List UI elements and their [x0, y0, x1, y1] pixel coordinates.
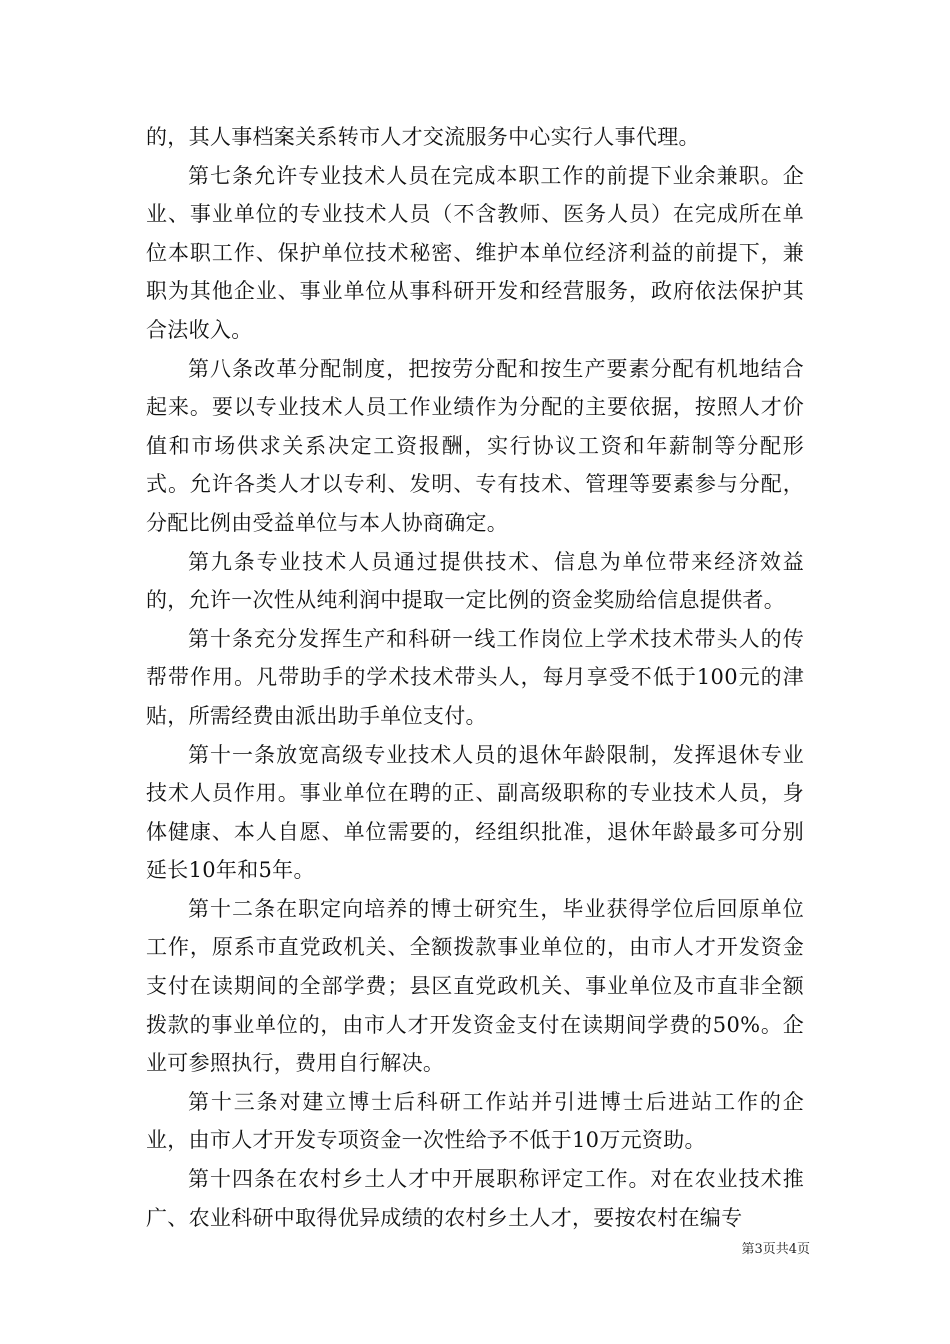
document-body [146, 118, 804, 1237]
paragraph-article-8: 第八条改革分配制度，把按劳分配和按生产要素分配有机地结合起来。要以专业技术人员工作业绩作为分配的主要依据，按照人才价值和市场供求关系决定工资报酬，实行协议工资和年薪制等分配形式。允许各类人才以专利、发明、专有技术、管理等要素参与分配，分配比例由受益单位与本人协商确定。 [146, 356, 804, 535]
paragraph-article-12: 第十二条在职定向培养的博士研究生，毕业获得学位后回原单位工作，原系市直党政机关、全额拨款事业单位的，由市人才开发资金支付在读期间的全部学费；县区直党政机关、事业单位及市直非全额拨款的事业单位的，由市人才开发资金支付在读期间学费的50%。企业可参照执行，费用自行解决。 [146, 896, 804, 1076]
page-number-label: 第3页共4页 [741, 1242, 810, 1257]
paragraph-article-11: 第十一条放宽高级专业技术人员的退休年龄限制，发挥退休专业技术人员作用。事业单位在聘的正、副高级职称的专业技术人员，身体健康、本人自愿、单位需要的，经组织批准，退休年龄最多可分别延长10年和5年。 [146, 742, 804, 883]
page-footer [700, 1238, 810, 1257]
paragraph-article-7: 第七条允许专业技术人员在完成本职工作的前提下业余兼职。企业、事业单位的专业技术人员（不含教师、医务人员）在完成所在单位本职工作、保护单位技术秘密、维护本单位经济利益的前提下，兼职为其他企业、事业单位从事科研开发和经营服务，政府依法保护其合法收入。 [146, 163, 804, 342]
paragraph-article-14: 第十四条在农村乡土人才中开展职称评定工作。对在农业技术推广、农业科研中取得优异成绩的农村乡土人才，要按农村在编专 [146, 1167, 804, 1230]
paragraph-continuation: 的，其人事档案关系转市人才交流服务中心实行人事代理。 [146, 125, 700, 149]
paragraph-article-9: 第九条专业技术人员通过提供技术、信息为单位带来经济效益的，允许一次性从纯利润中提取一定比例的资金奖励给信息提供者。 [146, 549, 804, 613]
paragraph-article-10: 第十条充分发挥生产和科研一线工作岗位上学术技术带头人的传帮带作用。凡带助手的学术技术带头人，每月享受不低于100元的津贴，所需经费由派出助手单位支付。 [146, 626, 804, 728]
paragraph-article-13: 第十三条对建立博士后科研工作站并引进博士后进站工作的企业，由市人才开发专项资金一次性给予不低于10万元资助。 [146, 1089, 804, 1153]
